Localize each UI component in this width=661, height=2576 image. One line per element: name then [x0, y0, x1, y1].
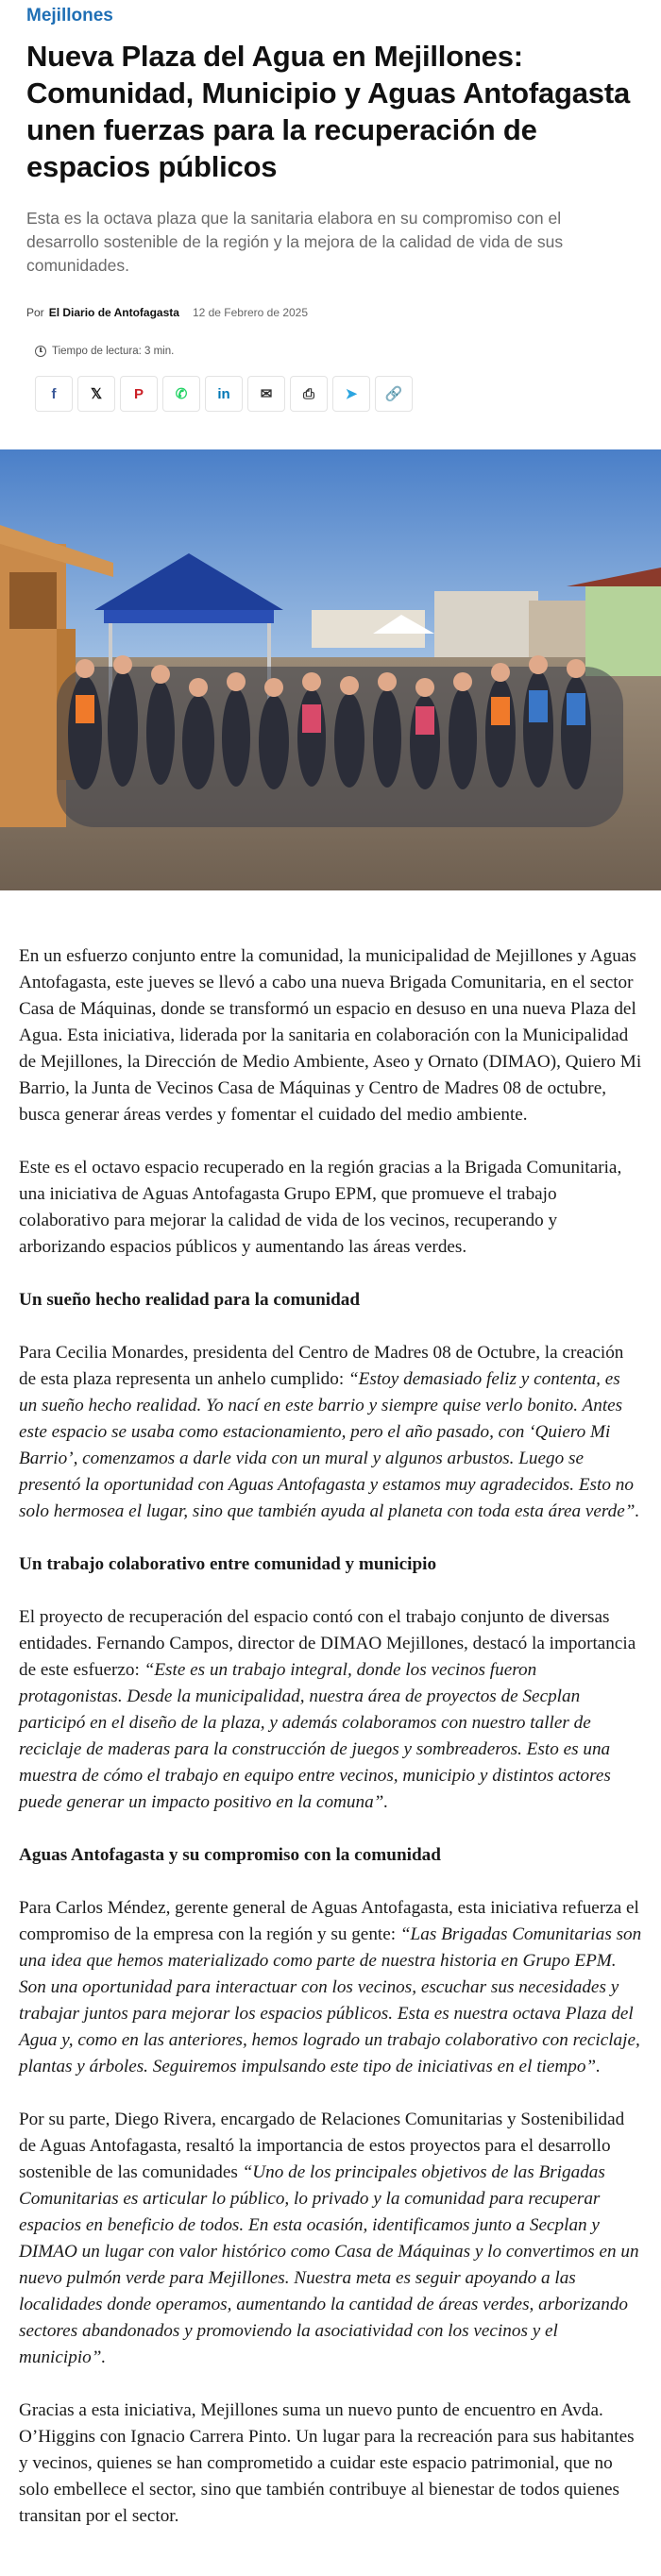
share-bar — [26, 376, 635, 412]
quote: “Este es un trabajo integral, donde los vecinos fueron protagonistas. Desde la municipalidad, nuestra área de proyectos de Secplan participó en el diseño de la plaza, y además colaboramos con nuestro taller de reciclaje de maderas para la construcción de juegos y sombreaderos. Esto es una muestra de cómo el trabajo en equipo entre vecinos, municipio y distintos actores puede generar un impacto positivo en la comuna”. — [19, 1660, 611, 1812]
x-share-button[interactable] — [77, 376, 115, 412]
whatsapp-share-button[interactable] — [162, 376, 200, 412]
hero-photo — [0, 449, 661, 890]
by-label: Por — [26, 306, 44, 319]
section-heading: Aguas Antofagasta y su compromiso con la comunidad — [19, 1845, 441, 1865]
group-photo-image — [0, 449, 661, 890]
paragraph-text: Para Cecilia Monardes, presidenta del Centro de Madres 08 de Octubre, la creación de esta plaza representa un anhelo cumplido: — [19, 1343, 624, 1389]
section-heading: Un trabajo colaborativo entre comunidad y municipio — [19, 1554, 437, 1574]
article-subtitle: Esta es la octava plaza que la sanitaria elabora en su compromiso con el desarrollo sostenible de la región y la mejora de la calidad de vida de sus comunidades. — [26, 209, 564, 275]
paragraph — [19, 1604, 642, 1816]
section-heading: Un sueño hecho realidad para la comunidad — [19, 1290, 361, 1310]
paragraph — [19, 2107, 642, 2371]
print-share-button[interactable] — [290, 376, 328, 412]
facebook-share-button[interactable] — [35, 376, 73, 412]
envelope-icon: ✉ — [260, 386, 273, 402]
printer-icon: ⎙ — [302, 385, 314, 402]
author-link[interactable]: El Diario de Antofagasta — [48, 306, 179, 319]
paragraph: Gracias a esta iniciativa, Mejillones suma un nuevo punto de encuentro en Avda. O’Higgins con Ignacio Carrera Pinto. Un lugar para la recreación para sus habitantes y vecinos, quienes se han comprometido a cuidar este espacio patrimonial, que no solo embellece el sector, sino que también contribuye al bienestar de todos quienes transitan por el sector. — [19, 2400, 635, 2526]
read-time — [26, 344, 635, 359]
category-link[interactable]: Mejillones — [26, 6, 113, 25]
linkedin-share-button[interactable] — [205, 376, 243, 412]
paragraph: En un esfuerzo conjunto entre la comunidad, la municipalidad de Mejillones y Aguas Antofagasta, este jueves se llevó a cabo una nueva Brigada Comunitaria, en el sector Casa de Máquinas, donde se transformó un espacio en desuso en una nueva Plaza del Agua. Esta iniciativa, liderada por la sanitaria en colaboración con la Municipalidad de Mejillones, la Dirección de Medio Ambiente, Aseo y Ornato (DIMAO), Quiero Mi Barrio, la Junta de Vecinos Casa de Máquinas y Centro de Madres 08 de octubre, busca generar áreas verdes y fomentar el cuidado del medio ambiente. — [19, 946, 642, 1125]
read-time-label: Tiempo de lectura: 3 min. — [52, 346, 175, 357]
paragraph — [19, 1340, 642, 1525]
paragraph-text: Para Carlos Méndez, gerente general de Aguas Antofagasta, esta iniciativa refuerza el compromiso de la empresa con la región y su gente: — [19, 1898, 639, 1944]
telegram-share-button[interactable] — [332, 376, 370, 412]
clock-icon — [35, 346, 46, 357]
quote: “Las Brigadas Comunitarias son una idea que hemos materializado como parte de nuestra historia en Grupo EPM. Son una oportunidad para interactuar con los vecinos, escuchar sus necesidades y trabajar juntos para mejorar los espacios públicos. Esta es nuestra octava Plaza del Agua y, como en las anteriores, hemos logrado un trabajo colaborativo con reciclaje, plantas y árboles. Seguiremos impulsando este tipo de iniciativas en el tiempo”. — [19, 1924, 642, 2076]
linkedin-icon: in — [217, 385, 230, 402]
quote: “Estoy demasiado feliz y contenta, es un sueño hecho realidad. Yo nací en este barrio y siempre quise verlo bonito. Antes este espacio se usaba como estacionamiento, pero el año pasado, con ‘Quiero Mi Barrio’, comenzamos a darle vida con un mural y algunos arbustos. Luego se presentó la oportunidad con Aguas Antofagasta y estamos muy agradecidos. Esto no solo hermosea el lugar, sino que también ayuda al planeta con toda esta área verde”. — [19, 1369, 640, 1521]
copy-link-button[interactable] — [375, 376, 413, 412]
pinterest-share-button[interactable] — [120, 376, 158, 412]
publish-date: 12 de Febrero de 2025 — [192, 306, 309, 319]
paragraph-text: Por su parte, Diego Rivera, encargado de Relaciones Comunitarias y Sostenibilidad de Aguas Antofagasta, resaltó la importancia de estos proyectos para el desarrollo sostenible de las comunidades — [19, 2110, 625, 2182]
whatsapp-icon: ✆ — [175, 386, 188, 402]
quote: “Uno de los principales objetivos de las Brigadas Comunitarias es articular lo público, lo privado y la comunidad para recuperar espacios en beneficio de todos. En esta ocasión, identificamos junto a Secplan y DIMAO un lugar con valor histórico como Casa de Máquinas y lo convertimos en un nuevo pulmón verde para Mejillones. Nuestra meta es seguir apoyando a las localidades donde operamos, aumentando la cantidad de áreas verdes, arborizando sectores abandonados y promoviendo la asociatividad con los vecinos y el municipio”. — [19, 2162, 639, 2367]
pinterest-icon: P — [133, 385, 144, 402]
facebook-icon: f — [51, 385, 57, 402]
x-icon: 𝕏 — [90, 386, 103, 402]
email-share-button[interactable] — [247, 376, 285, 412]
paragraph: Este es el octavo espacio recuperado en la región gracias a la Brigada Comunitaria, una iniciativa de Aguas Antofagasta Grupo EPM, que promueve el trabajo colaborativo para mejorar la calidad de vida de los vecinos, recuperando y arborizando espacios públicos y aumentando las áreas verdes. — [19, 1158, 622, 1257]
link-icon: 🔗 — [384, 386, 403, 402]
article-header — [0, 0, 661, 412]
telegram-icon: ➤ — [345, 386, 358, 402]
byline — [26, 305, 635, 320]
article-body — [0, 943, 661, 2530]
article-title: Nueva Plaza del Agua en Mejillones: Comunidad, Municipio y Aguas Antofagasta unen fuerzas para la recuperación de espacios públicos — [26, 40, 631, 183]
paragraph-text: El proyecto de recuperación del espacio contó con el trabajo conjunto de diversas entidades. Fernando Campos, director de DIMAO Mejillones, destacó la importancia de este esfuerzo: — [19, 1607, 636, 1680]
paragraph — [19, 1895, 642, 2080]
